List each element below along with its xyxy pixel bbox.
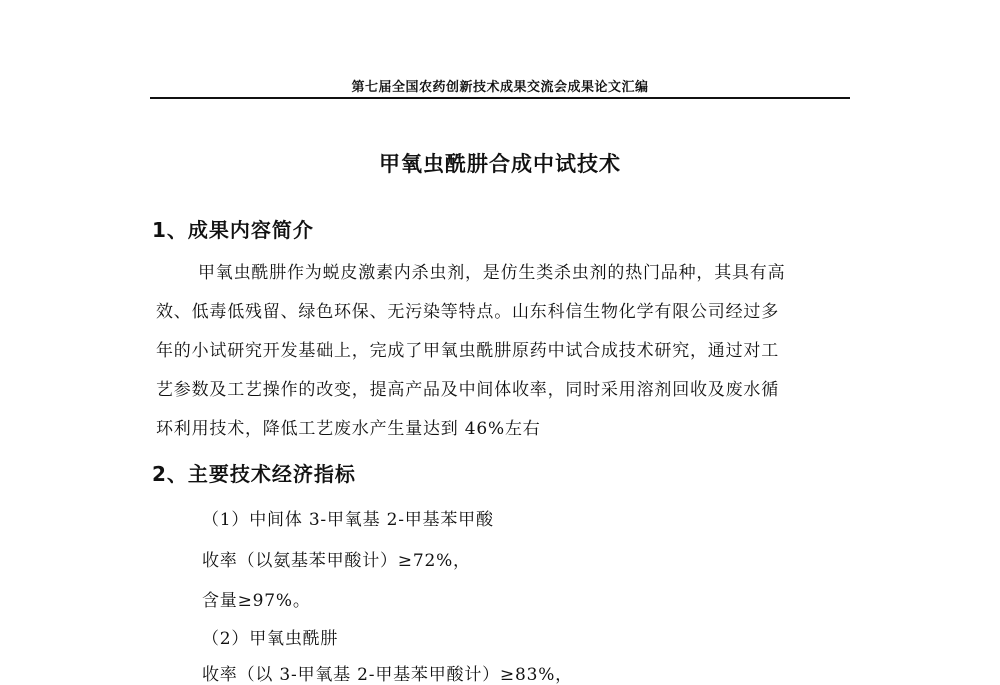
paragraph-line: 甲氧虫酰肼作为蜕皮激素内杀虫剂，是仿生类杀虫剂的热门品种，其具有高 <box>198 263 786 283</box>
indicator-item-heading: （2）甲氧虫酰肼 <box>202 629 339 649</box>
section-heading-2: 2、主要技术经济指标 <box>152 462 356 486</box>
indicator-line: 含量≥97%。 <box>202 591 311 611</box>
paragraph-line: 环利用技术，降低工艺废水产生量达到 46%左右 <box>156 419 541 439</box>
paragraph-line: 艺参数及工艺操作的改变，提高产品及中间体收率，同时采用溶剂回收及废水循 <box>156 380 779 400</box>
indicator-line: 收率（以 3-甲氧基 2-甲基苯甲酸计）≥83%， <box>202 665 573 685</box>
running-header: 第七届全国农药创新技术成果交流会成果论文汇编 <box>351 80 649 95</box>
paragraph-line: 效、低毒低残留、绿色环保、无污染等特点。山东科信生物化学有限公司经过多 <box>156 302 779 322</box>
header-rule <box>150 97 850 99</box>
indicator-line: 收率（以氨基苯甲酸计）≥72%， <box>202 551 471 571</box>
document-title: 甲氧虫酰肼合成中试技术 <box>379 152 621 176</box>
paragraph-line: 年的小试研究开发基础上，完成了甲氧虫酰肼原药中试合成技术研究，通过对工 <box>156 341 779 361</box>
indicator-item-heading: （1）中间体 3-甲氧基 2-甲基苯甲酸 <box>202 510 494 530</box>
section-heading-1: 1、成果内容简介 <box>152 218 314 242</box>
